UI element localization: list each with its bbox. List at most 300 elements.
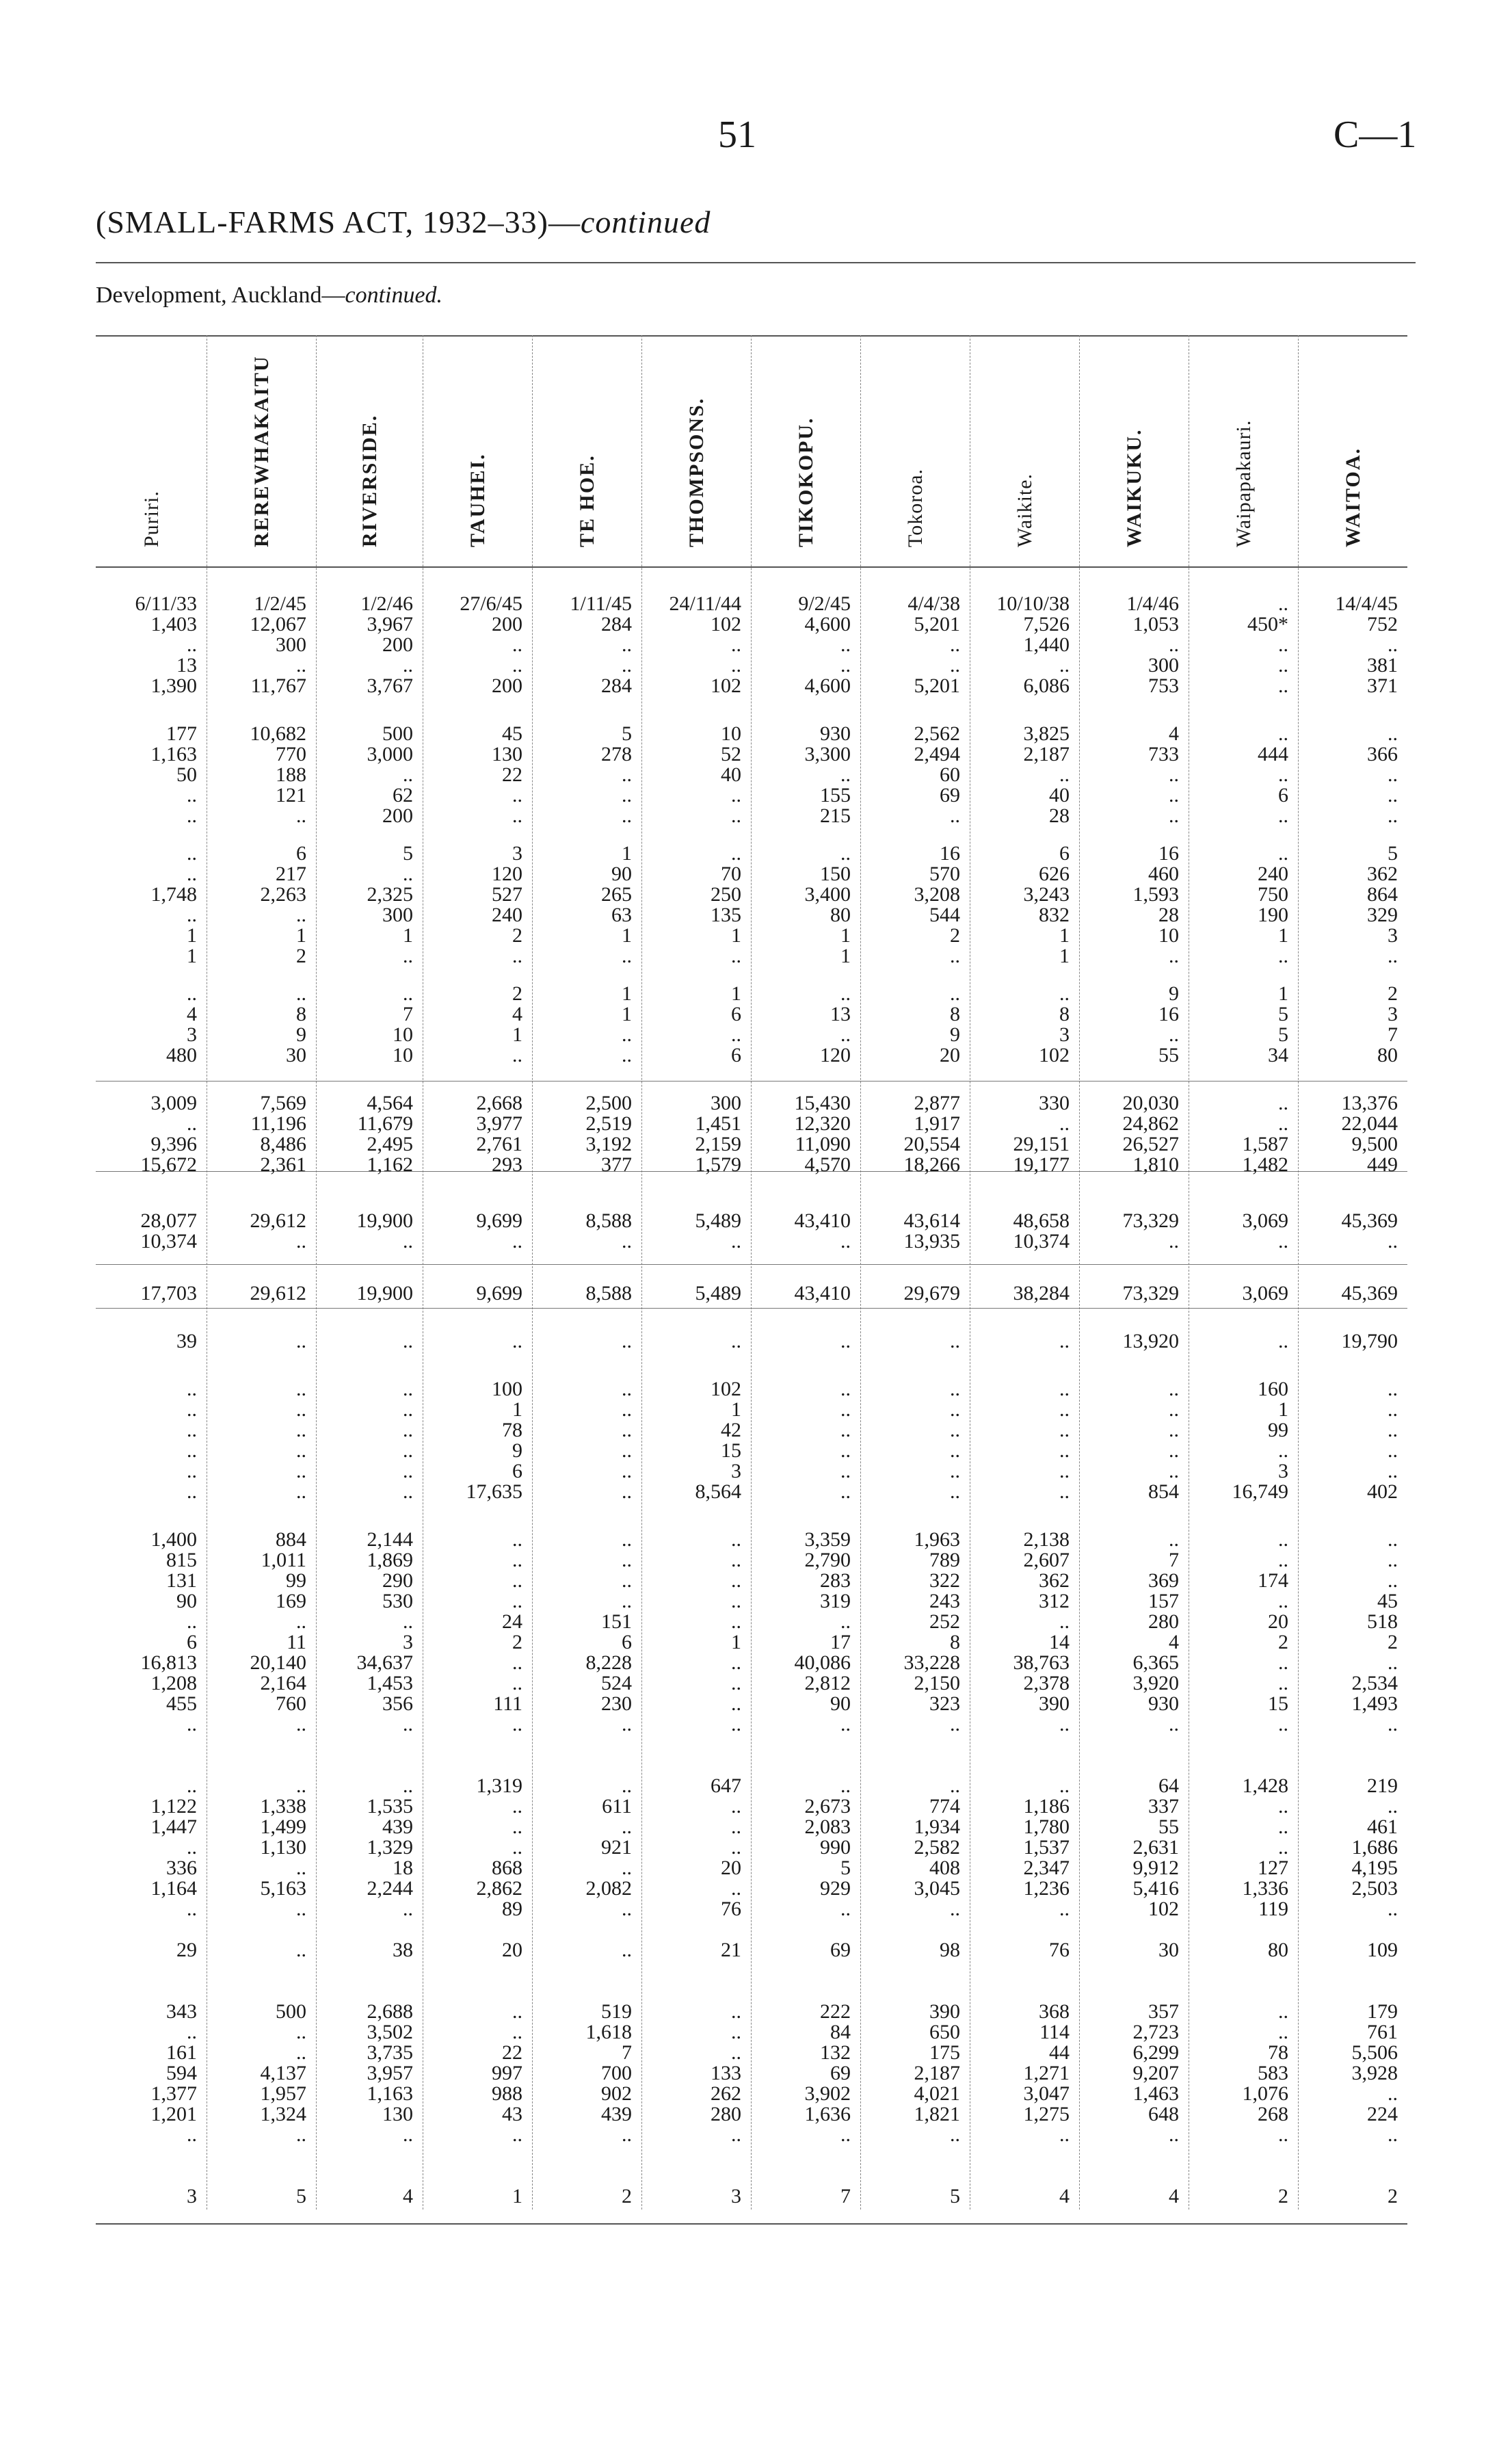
table-cell: .. [187, 1610, 197, 1633]
table-cell: 4 [512, 1003, 522, 1025]
table-cell: 8,228 [585, 1651, 632, 1674]
table-cell: 265 [601, 883, 632, 906]
table-cell: .. [840, 1713, 851, 1735]
column-separator-4 [532, 335, 533, 2210]
table-cell: .. [1169, 1398, 1179, 1421]
table-cell: 3,502 [367, 2021, 413, 2043]
table-cell: .. [296, 1713, 306, 1735]
table-cell: 20,140 [250, 1651, 306, 1674]
table-cell: .. [950, 1419, 960, 1441]
table-cell: 1 [622, 924, 632, 947]
table-cell: .. [296, 2041, 306, 2064]
table-cell: 19,900 [356, 1282, 413, 1305]
table-cell: .. [512, 804, 522, 827]
table-cell: 34,637 [356, 1651, 413, 1674]
table-cell: .. [1169, 945, 1179, 967]
table-cell: 69 [830, 2062, 851, 2084]
table-cell: 300 [382, 904, 413, 926]
table-cell: .. [187, 1419, 197, 1441]
table-cell: 2,495 [367, 1133, 413, 1155]
table-cell: 864 [1367, 883, 1398, 906]
table-cell: .. [1278, 945, 1288, 967]
table-cell: 1,587 [1242, 1133, 1288, 1155]
table-cell: .. [1388, 804, 1398, 827]
table-cell: .. [296, 982, 306, 1005]
table-cell: 243 [929, 1590, 960, 1612]
table-cell: .. [840, 654, 851, 677]
table-cell: 62 [393, 784, 413, 807]
table-cell: 2,263 [260, 883, 306, 906]
table-cell: .. [622, 1439, 632, 1462]
subtitle-main: Development, Auckland— [96, 283, 345, 308]
column-separator-9 [1079, 335, 1080, 2210]
table-cell: 7,569 [260, 1092, 306, 1114]
table-cell: 750 [1258, 883, 1288, 906]
table-cell: 45,369 [1341, 1282, 1398, 1305]
table-cell: 26,527 [1122, 1133, 1179, 1155]
table-cell: 1 [731, 1398, 741, 1421]
table-cell: .. [731, 2021, 741, 2043]
table-cell: 133 [711, 2062, 741, 2084]
table-cell: 1,810 [1132, 1153, 1179, 1176]
table-cell: 5,163 [260, 1877, 306, 1900]
table-cell: .. [1059, 1112, 1070, 1135]
table-cell: 322 [929, 1569, 960, 1592]
table-cell: 12,320 [794, 1112, 851, 1135]
table-cell: 2,082 [585, 1877, 632, 1900]
table-cell: 362 [1039, 1569, 1070, 1592]
table-cell: 42 [721, 1419, 741, 1441]
table-cell: 252 [929, 1610, 960, 1633]
column-header-7: Tokoroa. [904, 468, 927, 547]
table-cell: 5 [950, 2185, 960, 2207]
table-cell: 34 [1268, 1044, 1288, 1066]
table-cell: 27/6/45 [460, 592, 522, 615]
table-cell: .. [840, 1230, 851, 1253]
table-cell: .. [950, 2123, 960, 2146]
table-cell: 4,195 [1351, 1857, 1398, 1879]
table-cell: 9,699 [476, 1282, 522, 1305]
table-cell: 930 [820, 722, 851, 745]
table-cell: 4 [1169, 1631, 1179, 1653]
table-cell: 1,275 [1023, 2103, 1070, 2125]
table-cell: 6,299 [1132, 2041, 1179, 2064]
table-cell: 111 [493, 1692, 522, 1715]
table-cell: 22 [502, 763, 522, 786]
table-cell: 130 [382, 2103, 413, 2125]
table-cell: 1,162 [367, 1153, 413, 1176]
table-cell: .. [731, 1795, 741, 1818]
table-cell: 22 [502, 2041, 522, 2064]
table-cell: 1/2/45 [254, 592, 306, 615]
table-cell: .. [1059, 1610, 1070, 1633]
table-cell: 1,377 [150, 2082, 197, 2105]
table-cell: .. [403, 1610, 413, 1633]
table-cell: .. [622, 1898, 632, 1920]
table-cell: 5,506 [1351, 2041, 1398, 2064]
table-cell: .. [950, 1480, 960, 1503]
table-cell: 10 [1158, 924, 1179, 947]
table-cell: 127 [1258, 1857, 1288, 1879]
table-cell: 312 [1039, 1590, 1070, 1612]
table-cell: 280 [1148, 1610, 1179, 1633]
table-cell: 357 [1148, 2000, 1179, 2023]
table-cell: .. [512, 1569, 522, 1592]
table-cell: 1 [1059, 924, 1070, 947]
table-cell: 1 [622, 982, 632, 1005]
table-cell: 1,957 [260, 2082, 306, 2105]
table-cell: .. [731, 1590, 741, 1612]
table-cell: 18 [393, 1857, 413, 1879]
table-cell: .. [296, 1330, 306, 1352]
table-cell: .. [1059, 1439, 1070, 1462]
table-cell: .. [731, 1023, 741, 1046]
table-cell: 15 [721, 1439, 741, 1462]
table-cell: 1 [731, 924, 741, 947]
table-cell: .. [1059, 1419, 1070, 1441]
table-cell: 626 [1039, 863, 1070, 885]
table-cell: 69 [940, 784, 960, 807]
table-cell: .. [187, 842, 197, 865]
sum-rule-3 [96, 1308, 1407, 1309]
table-cell: 997 [492, 2062, 522, 2084]
table-cell: .. [840, 982, 851, 1005]
table-cell: 5 [1278, 1023, 1288, 1046]
table-cell: 20,030 [1122, 1092, 1179, 1114]
table-cell: 175 [929, 2041, 960, 2064]
table-cell: 29 [176, 1939, 197, 1961]
table-cell: 2 [296, 945, 306, 967]
table-cell: 1,390 [150, 674, 197, 697]
table-cell: 356 [382, 1692, 413, 1715]
table-cell: .. [731, 1569, 741, 1592]
table-cell: 1,447 [150, 1816, 197, 1838]
table-cell: 28 [1049, 804, 1070, 827]
table-cell: 1 [1278, 982, 1288, 1005]
table-cell: 16,749 [1232, 1480, 1288, 1503]
column-separator-5 [641, 335, 642, 2210]
table-cell: 3 [187, 1023, 197, 1046]
table-cell: .. [296, 1857, 306, 1879]
table-cell: 1,319 [476, 1774, 522, 1797]
table-cell: 7,526 [1023, 613, 1070, 635]
table-cell: 868 [492, 1857, 522, 1879]
table-cell: 19,177 [1013, 1153, 1070, 1176]
table-cell: .. [403, 982, 413, 1005]
table-cell: .. [187, 784, 197, 807]
table-cell: 1,593 [1132, 883, 1179, 906]
table-cell: 157 [1148, 1590, 1179, 1612]
table-cell: 119 [1258, 1898, 1288, 1920]
table-cell: .. [1388, 1898, 1398, 1920]
table-cell: .. [1278, 2021, 1288, 2043]
table-cell: 3,000 [367, 743, 413, 765]
table-cell: 90 [176, 1590, 197, 1612]
table-cell: 179 [1367, 2000, 1398, 2023]
table-cell: 8 [950, 1003, 960, 1025]
table-cell: 21 [721, 1939, 741, 1961]
table-cell: .. [1059, 1713, 1070, 1735]
table-cell: 73,329 [1122, 1282, 1179, 1305]
table-cell: 9/2/45 [798, 592, 851, 615]
table-cell: .. [622, 1590, 632, 1612]
table-cell: 700 [601, 2062, 632, 2084]
table-cell: 1,453 [367, 1672, 413, 1694]
table-cell: .. [296, 1774, 306, 1797]
table-cell: 11,196 [250, 1112, 306, 1135]
table-cell: .. [1059, 982, 1070, 1005]
table-cell: 337 [1148, 1795, 1179, 1818]
table-cell: 120 [820, 1044, 851, 1066]
table-cell: 3,977 [476, 1112, 522, 1135]
table-cell: .. [1278, 722, 1288, 745]
table-cell: 102 [1148, 1898, 1179, 1920]
table-cell: 90 [611, 863, 632, 885]
table-cell: 76 [721, 1898, 741, 1920]
table-cell: 3 [731, 2185, 741, 2207]
table-cell: 3,069 [1242, 1282, 1288, 1305]
table-cell: 1,869 [367, 1549, 413, 1571]
table-cell: 17,635 [466, 1480, 522, 1503]
table-cell: 366 [1367, 743, 1398, 765]
table-cell: .. [403, 1439, 413, 1462]
table-cell: .. [403, 1230, 413, 1253]
table-cell: 2,347 [1023, 1857, 1070, 1879]
table-cell: 3 [1388, 1003, 1398, 1025]
table-cell: 1,324 [260, 2103, 306, 2125]
table-cell: 1,780 [1023, 1816, 1070, 1838]
table-cell: 73,329 [1122, 1209, 1179, 1232]
table-cell: 2,562 [914, 722, 960, 745]
table-cell: 3,967 [367, 613, 413, 635]
table-cell: 11,679 [357, 1112, 413, 1135]
table-cell: 444 [1258, 743, 1288, 765]
table-cell: 570 [929, 863, 960, 885]
table-cell: .. [1388, 1378, 1398, 1400]
table-cell: .. [187, 633, 197, 656]
table-cell: 102 [711, 613, 741, 635]
table-cell: 1,499 [260, 1816, 306, 1838]
table-cell: .. [296, 1419, 306, 1441]
table-cell: 284 [601, 674, 632, 697]
table-cell: 16 [1158, 1003, 1179, 1025]
table-cell: 17,703 [140, 1282, 197, 1305]
column-separator-11 [1298, 335, 1299, 2210]
table-cell: 29,679 [903, 1282, 960, 1305]
table-cell: 50 [176, 763, 197, 786]
table-cell: .. [296, 1230, 306, 1253]
table-cell: .. [1388, 633, 1398, 656]
table-cell: 60 [940, 763, 960, 786]
table-cell: 1/2/46 [360, 592, 413, 615]
table-cell: 90 [830, 1692, 851, 1715]
table-cell: .. [187, 1836, 197, 1859]
table-cell: 14/4/45 [1335, 592, 1398, 615]
table-cell: 5 [1278, 1003, 1288, 1025]
table-cell: .. [1278, 1590, 1288, 1612]
table-cell: 200 [492, 613, 522, 635]
table-cell: .. [512, 654, 522, 677]
table-cell: .. [1278, 1092, 1288, 1114]
table-cell: 2 [1388, 982, 1398, 1005]
table-cell: 371 [1367, 674, 1398, 697]
column-header-8: Waikite. [1013, 473, 1036, 547]
table-cell: 460 [1148, 863, 1179, 885]
table-cell: 1,130 [260, 1836, 306, 1859]
title-main: (SMALL-FARMS ACT, 1932–33)— [96, 205, 581, 239]
table-cell: 7 [1388, 1023, 1398, 1046]
table-cell: 990 [820, 1836, 851, 1859]
table-cell: 16,813 [140, 1651, 197, 1674]
table-cell: 99 [1268, 1419, 1288, 1441]
table-cell: .. [512, 1044, 522, 1066]
table-cell: 1,428 [1242, 1774, 1288, 1797]
table-cell: .. [296, 1460, 306, 1482]
table-cell: 48,658 [1013, 1209, 1070, 1232]
table-cell: 151 [601, 1610, 632, 1633]
table-cell: .. [1059, 1898, 1070, 1920]
table-cell: .. [512, 2021, 522, 2043]
column-header-4: TE HOE. [576, 454, 598, 547]
table-cell: 4 [1059, 2185, 1070, 2207]
table-cell: 647 [711, 1774, 741, 1797]
table-cell: .. [1388, 2082, 1398, 2105]
table-cell: 300 [276, 633, 306, 656]
table-cell: 200 [382, 804, 413, 827]
table-cell: 854 [1148, 1480, 1179, 1503]
table-cell: 219 [1367, 1774, 1398, 1797]
table-cell: .. [1278, 2000, 1288, 2023]
table-cell: 2,503 [1351, 1877, 1398, 1900]
table-cell: .. [840, 1023, 851, 1046]
table-cell: .. [512, 1651, 522, 1674]
table-cell: .. [731, 1330, 741, 1352]
table-cell: .. [1278, 654, 1288, 677]
table-cell: 188 [276, 763, 306, 786]
table-cell: .. [403, 1713, 413, 1735]
table-cell: .. [296, 1398, 306, 1421]
table-cell: 102 [711, 674, 741, 697]
column-header-6: TIKOKOPU. [795, 417, 817, 547]
table-cell: 7 [403, 1003, 413, 1025]
table-cell: .. [1169, 1023, 1179, 1046]
table-cell: 329 [1367, 904, 1398, 926]
table-cell: 2,378 [1023, 1672, 1070, 1694]
table-cell: .. [622, 654, 632, 677]
table-cell: 336 [166, 1857, 197, 1879]
table-cell: .. [512, 633, 522, 656]
table-cell: .. [840, 1330, 851, 1352]
table-cell: 161 [166, 2041, 197, 2064]
table-cell: 330 [1039, 1092, 1070, 1114]
table-cell: .. [731, 2041, 741, 2064]
table-cell: 1 [512, 1023, 522, 1046]
table-cell: 20 [502, 1939, 522, 1961]
table-cell: 455 [166, 1692, 197, 1715]
table-cell: .. [1169, 1528, 1179, 1551]
table-cell: .. [950, 1460, 960, 1482]
table-cell: .. [1278, 1795, 1288, 1818]
table-cell: .. [512, 1590, 522, 1612]
table-cell: 3 [403, 1631, 413, 1653]
table-cell: .. [1388, 1569, 1398, 1592]
table-cell: 40 [1049, 784, 1070, 807]
table-cell: 38 [393, 1939, 413, 1961]
table-cell: 4,600 [804, 674, 851, 697]
table-cell: 3 [1388, 924, 1398, 947]
table-cell: .. [512, 1672, 522, 1694]
table-cell: 13,920 [1122, 1330, 1179, 1352]
table-cell: .. [1059, 1330, 1070, 1352]
table-cell: 5,201 [914, 674, 960, 697]
table-cell: 2,361 [260, 1153, 306, 1176]
table-cell: .. [187, 1480, 197, 1503]
table-cell: 3,009 [150, 1092, 197, 1114]
table-cell: 2,688 [367, 2000, 413, 2023]
table-cell: .. [512, 2123, 522, 2146]
table-cell: .. [512, 1230, 522, 1253]
table-cell: .. [840, 1480, 851, 1503]
table-cell: 1,011 [261, 1549, 306, 1571]
table-cell: .. [187, 863, 197, 885]
table-cell: .. [512, 1528, 522, 1551]
table-cell: 439 [601, 2103, 632, 2125]
table-cell: 6 [1059, 842, 1070, 865]
table-cell: 12,067 [250, 613, 306, 635]
table-cell: .. [1059, 1480, 1070, 1503]
table-cell: .. [1059, 1398, 1070, 1421]
table-cell: .. [403, 1330, 413, 1352]
table-cell: 1 [187, 924, 197, 947]
table-cell: 583 [1258, 2062, 1288, 2084]
table-cell: .. [1278, 633, 1288, 656]
table-cell: 215 [820, 804, 851, 827]
table-cell: .. [1388, 784, 1398, 807]
table-cell: .. [1388, 763, 1398, 786]
table-cell: 1,537 [1023, 1836, 1070, 1859]
table-cell: 11 [287, 1631, 306, 1653]
table-cell: 1,493 [1351, 1692, 1398, 1715]
table-cell: .. [403, 2123, 413, 2146]
table-cell: 2,607 [1023, 1549, 1070, 1571]
table-cell: 17 [830, 1631, 851, 1653]
column-header-11: WAITOA. [1342, 447, 1364, 547]
table-cell: 102 [1039, 1044, 1070, 1066]
table-cell: 6 [1278, 784, 1288, 807]
table-cell: 1,053 [1132, 613, 1179, 635]
table-cell: 5 [1388, 842, 1398, 865]
table-cell: .. [403, 1398, 413, 1421]
table-cell: 1,535 [367, 1795, 413, 1818]
table-cell: 2 [512, 982, 522, 1005]
table-cell: 6 [731, 1044, 741, 1066]
table-cell: 461 [1367, 1816, 1398, 1838]
table-cell: .. [1388, 722, 1398, 745]
table-cell: .. [731, 1692, 741, 1715]
table-cell: 3,208 [914, 883, 960, 906]
table-cell: 11,090 [795, 1133, 851, 1155]
table-cell: .. [296, 1939, 306, 1961]
table-cell: 6,365 [1132, 1651, 1179, 1674]
table-cell: 753 [1148, 674, 1179, 697]
table-cell: 402 [1367, 1480, 1398, 1503]
table-cell: .. [731, 784, 741, 807]
table-cell: 3,359 [804, 1528, 851, 1551]
table-cell: 480 [166, 1044, 197, 1066]
table-cell: 98 [940, 1939, 960, 1961]
column-separator-6 [751, 335, 752, 2210]
table-cell: .. [840, 1610, 851, 1633]
